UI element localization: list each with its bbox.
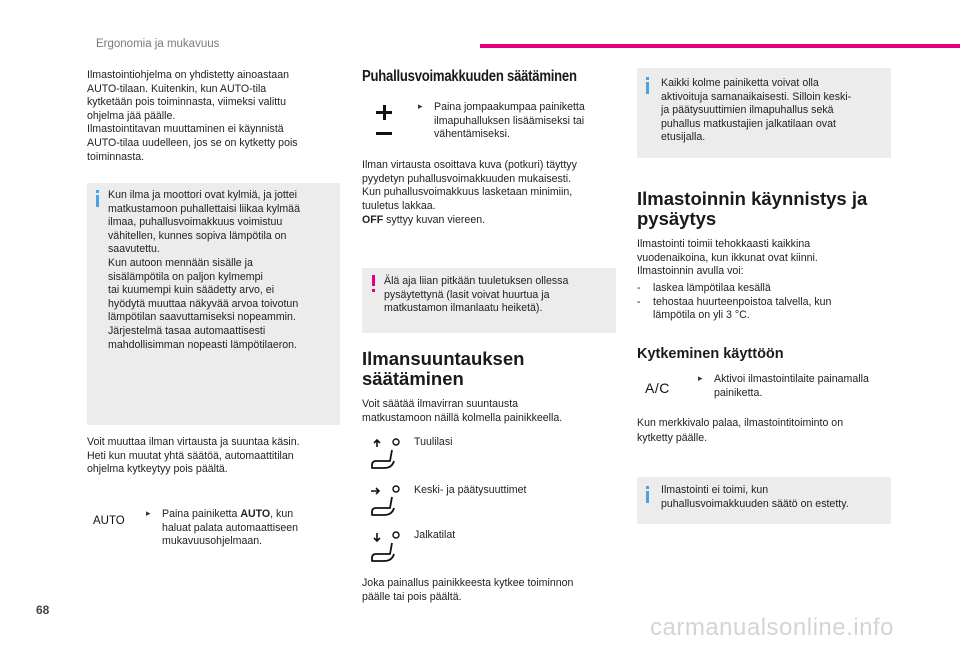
dir-item-windscreen: Tuulilasi	[414, 436, 453, 448]
off-text: syttyy kuvan viereen.	[383, 214, 486, 226]
bullet-icon: ▸	[418, 102, 423, 112]
list-item: - tehostaa huurteenpoistoa talvella, kun lämpötila on yli 3 °C.	[637, 295, 832, 322]
col1-manual-text: Voit muuttaa ilman virtausta ja suuntaa käsin. Heti kun muutat yhtä säätöä, automaattitilan ohjelma kytkeytyy pois päältä.	[87, 436, 300, 476]
ac-start-list	[637, 282, 892, 323]
bullet-icon: ▸	[146, 509, 151, 519]
direction-intro: Voit säätää ilmavirran suuntausta matkustamoon näillä kolmella painikkeella.	[362, 398, 563, 424]
direction-outro: Joka painallus painikkeesta kytkee toiminnon päälle tai pois päältä.	[362, 577, 574, 603]
auto-instruction	[146, 508, 332, 549]
footwell-seat-icon	[368, 530, 404, 564]
section-header: Ergonomia ja mukavuus	[96, 38, 220, 50]
fan-heading: Puhallusvoimakkuuden säätäminen	[362, 68, 577, 85]
warning-box	[362, 268, 616, 333]
off-label: OFF	[362, 214, 384, 226]
fan-instruction	[418, 101, 624, 142]
warning-icon	[372, 275, 375, 286]
col1-info-text: Kun ilma ja moottori ovat kylmiä, ja jottei matkustamoon puhallettaisi liikaa kylmää ilmaa, puhallusvoimakkuus voimistuu vähitellen, kunnes sopiva lämpötila on saavutettu. Kun autoon mennään sisälle ja sisälämpötila on paljon kylmempi tai kuumempi kuin säädetty arvo, ei hyödytä muuttaa näkyvää arvoa toivotun lämpötilan saavuttamiseksi nopeammin. Järjestelmä tasaa automaattisesti mahdollisimman nopeasti lämpötilaeron.	[108, 189, 300, 351]
col3-info-text: Kaikki kolme painiketta voivat olla aktivoituja samanaikaisesti. Silloin keski- ja päätysuuttimien ilmapuhallus sekä puhallus matkustajien jalkatilaan ovat etusijalla.	[661, 77, 852, 144]
ac-start-heading: Ilmastoinnin käynnistys ja pysäytys	[637, 188, 868, 229]
warning-text: Älä aja liian pitkään tuuletuksen ollessa pysäytettynä (lasit voivat huurtua ja matkustamon ilmanlaatu heiketä).	[384, 275, 569, 315]
windscreen-seat-icon	[368, 437, 404, 471]
col1-info-box	[87, 183, 340, 425]
list-item-text: laskea lämpötilaa kesällä	[653, 282, 771, 294]
col1-intro-text: Ilmastointiohjelma on yhdistetty ainoastaan AUTO-tilaan. Kuitenkin, kun AUTO-tila kytketään pois toiminnasta, viimeksi valittu ohjelma jää päälle. Ilmastointitavan muuttaminen ei käynnistä AUTO-tilaa uudelleen, jos se on kytketty pois toiminnasta.	[87, 69, 298, 163]
info-icon	[96, 195, 99, 207]
info-icon	[646, 82, 649, 94]
list-item: - laskea lämpötilaa kesällä	[637, 282, 771, 294]
col3-info-box-2	[637, 477, 891, 524]
ac-start-text: Ilmastointi toimii tehokkaasti kaikkina vuodenaikoina, kun ikkunat ovat kiinni. Ilmastoinnin avulla voi:	[637, 238, 818, 278]
auto-text-pre: Paina painiketta	[162, 508, 241, 520]
col3-info-box	[637, 68, 891, 158]
bullet-icon: ▸	[698, 374, 703, 384]
auto-text-bold: AUTO	[240, 508, 271, 520]
ac-instruction-text: Aktivoi ilmastointilaite painamalla painiketta.	[714, 373, 869, 399]
ac-enable-heading: Kytkeminen käyttöön	[637, 346, 784, 362]
fan-instruction-text: Paina jompaakumpaa painiketta ilmapuhalluksen lisäämiseksi tai vähentämiseksi.	[434, 101, 585, 141]
info-icon	[646, 491, 649, 503]
fan-plus-minus-icon	[371, 102, 397, 138]
auto-button-icon: AUTO	[93, 515, 125, 527]
dir-item-footwell: Jalkatilat	[414, 529, 456, 541]
header-accent-bar	[480, 44, 960, 48]
ac-button-icon: A/C	[645, 380, 670, 396]
page-number: 68	[36, 603, 50, 617]
off-line	[362, 214, 617, 228]
ac-indicator-text: Kun merkkivalo palaa, ilmastointitoiminto on kytketty päälle.	[637, 417, 844, 444]
watermark: carmanualsonline.info	[650, 614, 894, 641]
dir-item-center-vents: Keski- ja päätysuuttimet	[414, 484, 527, 496]
list-item-text: tehostaa huurteenpoistoa talvella, kun lämpötila on yli 3 °C.	[653, 295, 832, 322]
fan-description: Ilman virtausta osoittava kuva (potkuri) täyttyy pyydetyn puhallusvoimakkuuden mukaisesti. Kun puhallusvoimakkuus lasketaan minimiin, tuuletus lakkaa.	[362, 159, 577, 212]
auto-text-post: , kun haluat palata automaattiseen mukavuusohjelmaan.	[162, 508, 299, 548]
col3-info-text-2: Ilmastointi ei toimi, kun puhallusvoimakkuuden säätö on estetty.	[661, 484, 849, 510]
direction-heading: Ilmansuuntauksen säätäminen	[362, 348, 525, 389]
ac-instruction	[698, 373, 894, 400]
center-vents-seat-icon	[368, 484, 404, 518]
